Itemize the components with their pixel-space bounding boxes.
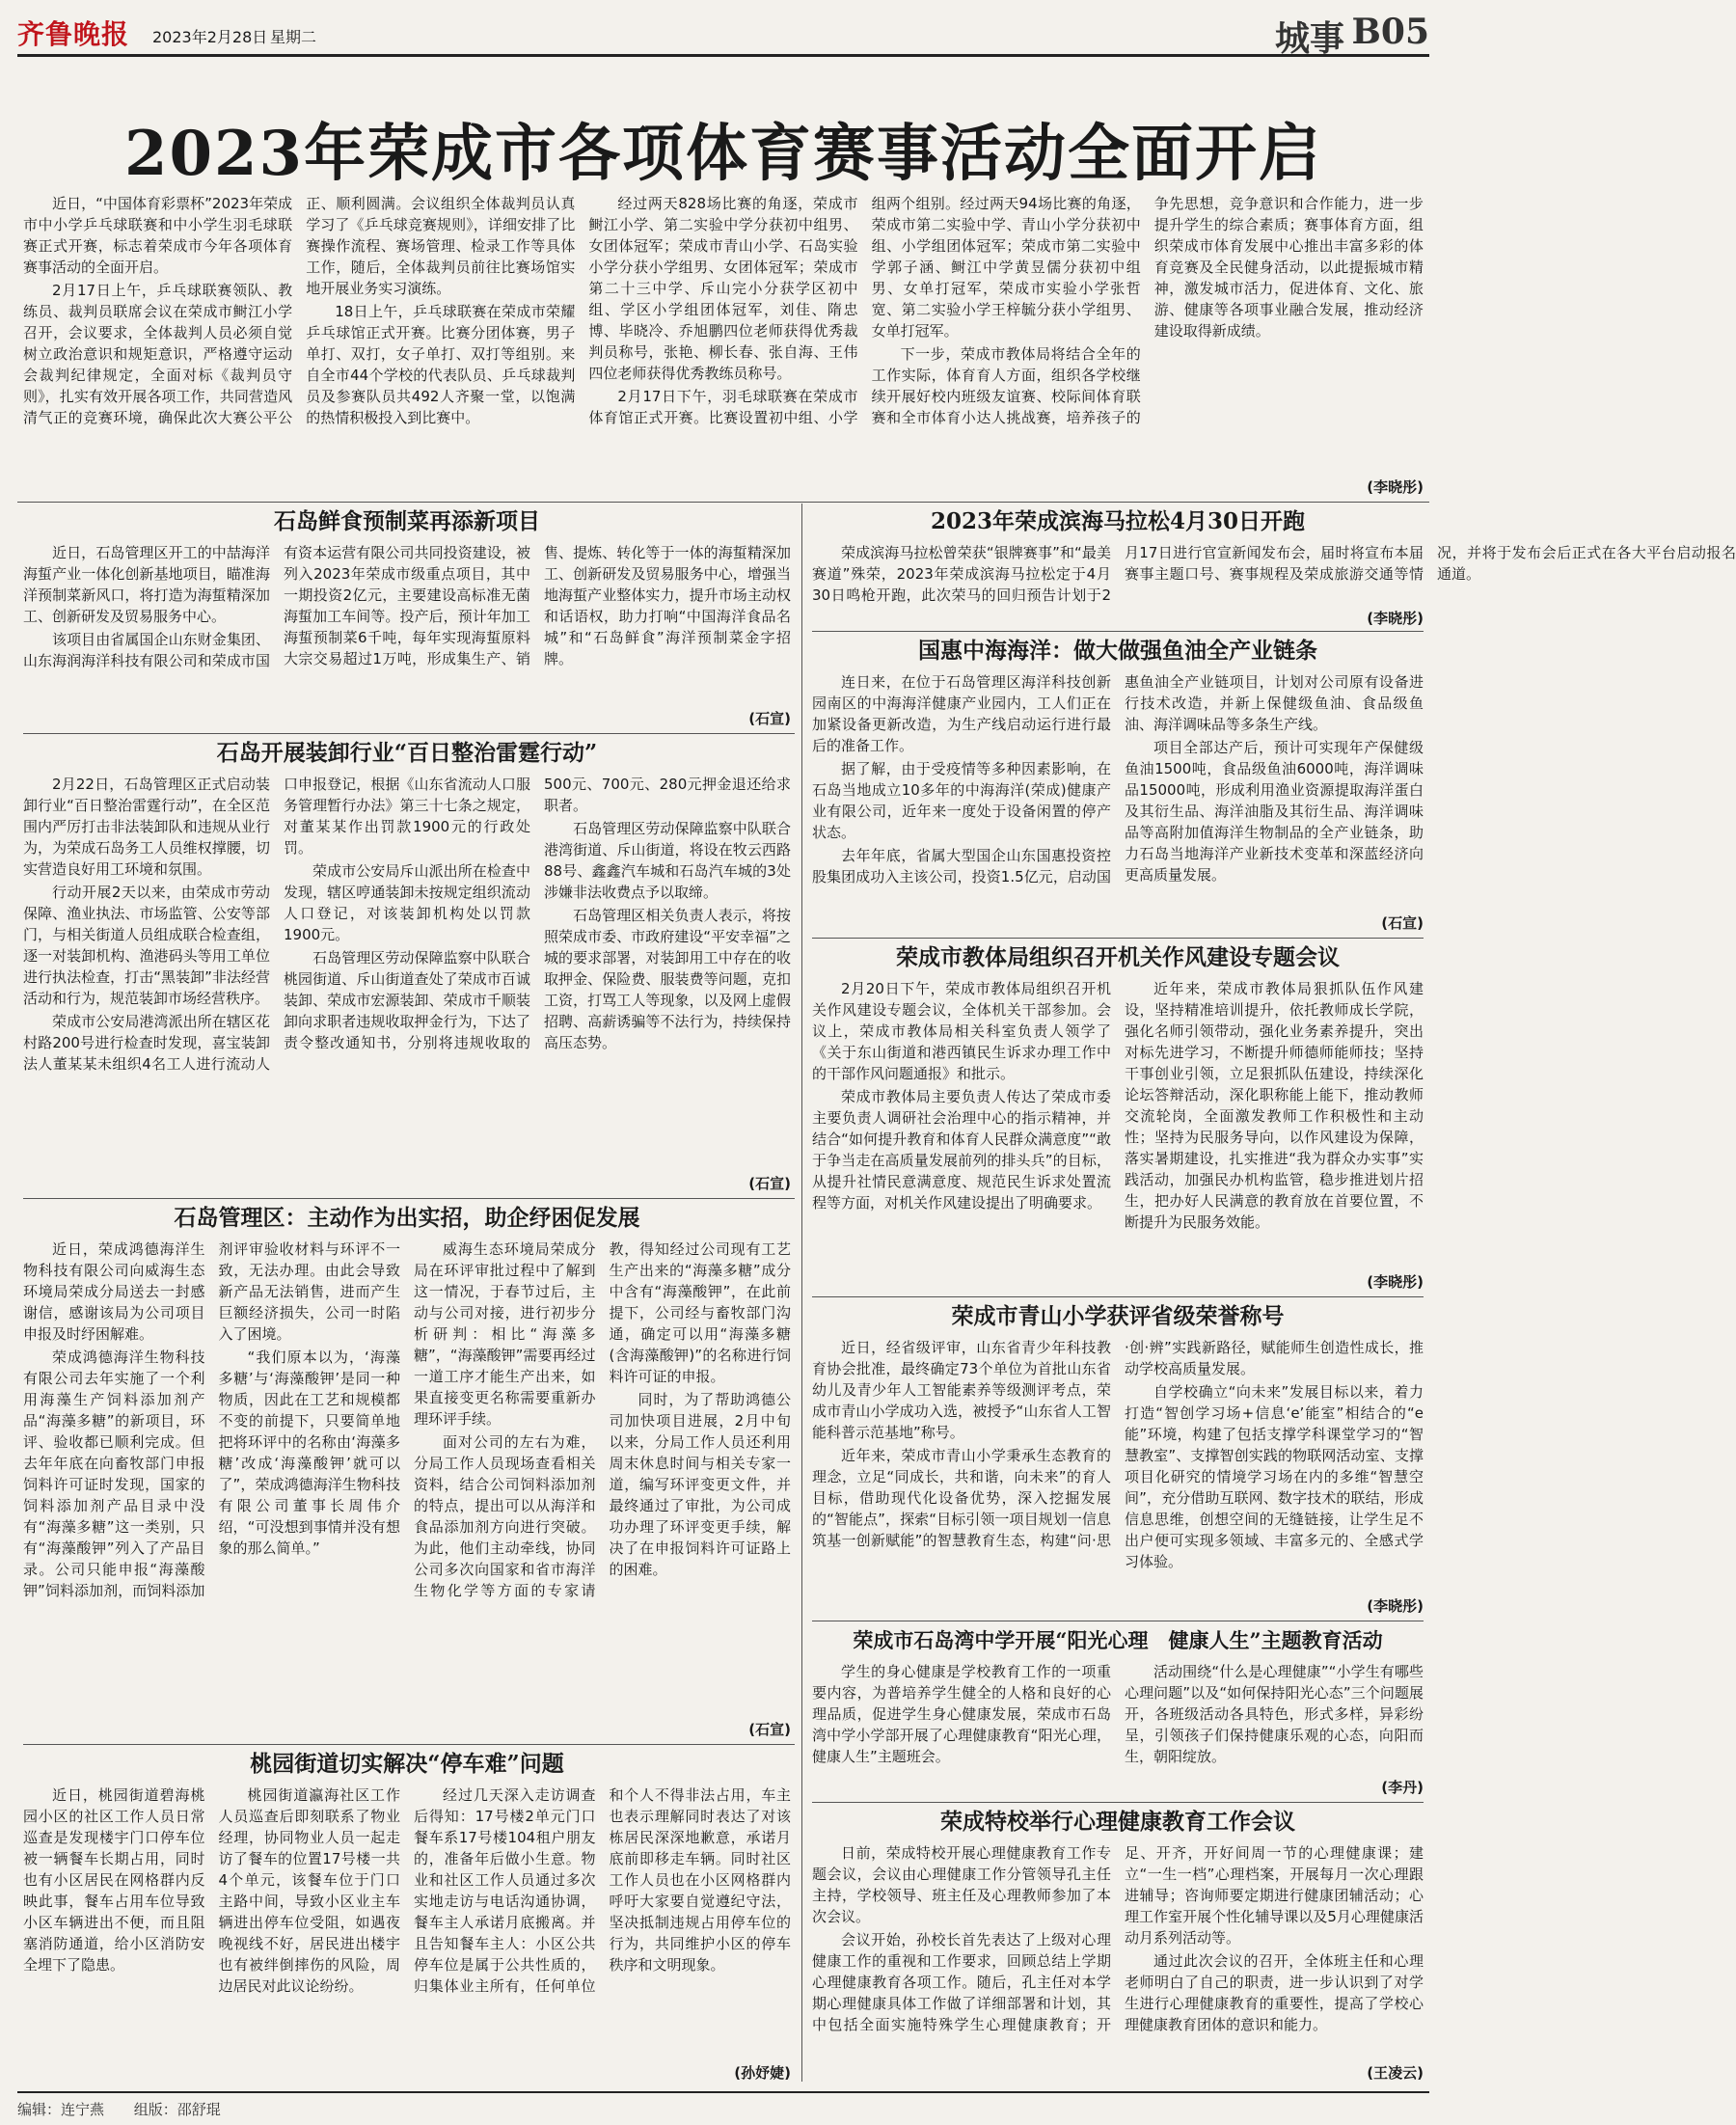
article-byline: (王凌云) [1367,2064,1424,2082]
article-sports-events [23,193,1424,498]
article-loading-rectification [23,739,791,1194]
masthead [17,10,1429,57]
article-marathon [812,507,1736,627]
page-number: B05 [1351,12,1429,52]
article-paragraph: 石岛管理区劳动保障监察中队联合港湾街道、斥山街道，将设在牧云西路88号、鑫鑫汽车城和石岛汽车城的3处涉嫌非法收费点予以取缔。 [544,820,791,901]
article-title: 荣成市教体局组织召开机关作风建设专题会议 [896,944,1340,970]
article-body [812,671,1424,911]
article-paragraph: “我们原本以为，‘海藻多糖’与‘海藻酸钾’是同一种物质，因此在工艺和规模都不变的前提下，只要简单地把将环评中的名称由‘海藻多糖’改成‘海藻酸钾’就可以了”，荣成鸿德海洋生物科技有限公司董事长周伟介绍，“可没想到事情并没有想象的那么简单。” [218,1349,400,1557]
article-paragraph: 去年年底，省属大型国企山东国惠投资控股集团成功入主该公司，投资1.5亿元，启动国惠鱼油全产业链项目，计划对公司原有设备进行技术改造，并新上保健级鱼油、食品级鱼油、海洋调味品等多条生产线。 [812,673,1424,885]
article-paragraph: 经过几天深入走访调查后得知：17号楼2单元门口餐车系17号楼104租户朋友的，准备年后做小生意。物业和社区工作人员通过多次实地走访与电话沟通协调，餐车主人承诺月底搬离。并且告知餐车主人：小区公共停车位是属于公共性质的，归集体业主所有，任何单位和个人不得非法占用，车主也表示理解同时表达了对该栋居民深深地歉意，承诺月底前即移走车辆。同时社区工作人员也在小区网格群内呼吁大家要自觉遵纪守法，坚决抵制违规占用停车位的行为，共同维护小区的停车秩序和文明现象。 [414,1786,791,1995]
article-paragraph: 活动围绕“什么是心理健康”“小学生有哪些心理问题”以及“如何保持阳光心态”三个问题展开，各班级活动各具特色，形式多样，异彩纷呈，引领孩子们保持健康乐观的心态，向阳而生，朝阳绽放。 [1125,1663,1424,1765]
article-paragraph: 石岛管理区劳动保障监察中队联合桃园街道、斥山街道查处了荣成市百诚装卸、荣成市宏源装卸、荣成市千顺装卸向求职者违规收取押金行为，下达了责令整改通知书，分别将违规收取的500元、700元、280元押金退还给求职者。 [284,776,791,1051]
article-title: 桃园街道切实解决“停车难”问题 [250,1751,564,1777]
article-paragraph: 桃园街道瀛海社区工作人员巡查后即刻联系了物业经理，协同物业人员一起走访了餐车的位置17号楼一共4个单元，该餐车位于门口主路中间，导致小区业主车辆进出停车位受阻，如遇夜晚视线不好，居民进出楼宇也有被绊倒摔伤的风险，周边居民对此议论纷纷。 [218,1786,400,1995]
article-paragraph: 2月20日下午，荣成市教体局组织召开机关作风建设专题会议，全体机关干部参加。会议上，荣成市教体局相关科室负责人领学了《关于东山街道和港西镇民生诉求办理工作中的干部作风问题通报》和批示。 [812,980,1111,1082]
article-paragraph: 荣成鸿德海洋生物科技有限公司去年实施了一个利用海藻生产饲料添加剂产品“海藻多糖”的新项目，环评、验收都已顺利完成。但去年年底在向畜牧部门申报饲料许可证时发现，国家的饲料添加剂产品目录中没有“海藻多糖”这一类别，只有“海藻酸钾”列入了产品目录。公司只能申报“海藻酸钾”饲料添加剂，而饲料添加剂评审验收材料与环评不一致，无法办理。由此会导致新产品无法销售，进而产生巨额经济损失，公司一时陷入了困境。 [23,1240,400,1599]
article-byline: (李丹) [1381,1779,1424,1796]
article-paragraph: 连日来，在位于石岛管理区海洋科技创新园南区的中海海洋健康产业园内，工人们正在加紧设备更新改造，为生产线启动运行进行最后的准备工作。 [812,673,1111,754]
footer-layout: 组版：邵舒琨 [133,2101,221,2118]
article-paragraph: 日前，荣成特校开展心理健康教育工作专题会议，会议由心理健康工作分管领导孔主任主持，学校领导、班主任及心理教师参加了本次会议。 [812,1844,1111,1925]
article-qingshan-school-honor [812,1302,1424,1617]
article-body [23,1239,791,1717]
footer-editor: 编辑：连宁燕 [17,2101,105,2118]
article-paragraph: 会议开始，孙校长首先表达了上级对心理健康工作的重视和工作要求，回顾总结上学期心理健康教育各项工作。随后，孔主任对本学期心理健康具体工作做了详细部署和计划，其中包括全面实施特殊学生心理健康教育；开足、开齐，开好间周一节的心理健康课；建立“一生一档”心理档案，开展每月一次心理跟进辅导；咨询师要定期进行健康团辅活动；心理工作室开展个性化辅导课以及5月心理健康活动月系列活动等。 [812,1844,1424,2033]
article-body [23,774,791,1171]
article-paragraph: 威海生态环境局荣成分局在环评审批过程中了解到这一情况，于春节过后，主动与公司对接，进行初步分析研判：相比“海藻多糖”，“海藻酸钾”需要再经过一道工序才能生产出来，如果直接变更名称需要重新办理环评手续。 [414,1240,596,1428]
article-byline: (李晓彤) [1367,1597,1424,1615]
article-byline: (石宣) [748,1175,791,1192]
article-byline: (李晓彤) [1367,478,1424,496]
article-paragraph: 荣成市公安局港湾派出所在辖区花村路200号进行检查时发现，喜宝装卸法人董某某未组织4名工人进行流动人口申报登记，根据《山东省流动人口服务管理暂行办法》第三十七条之规定，对董某某作出罚款1900元的行政处罚。 [23,776,530,1073]
article-title: 2023年荣成滨海马拉松4月30日开跑 [930,508,1306,534]
divider [812,631,1424,632]
article-paragraph: 学生的身心健康是学校教育工作的一项重要内容，为普培养学生健全的人格和良好的心理品质，促进学生身心健康发展，荣成市石岛湾中学小学部开展了心理健康教育“阳光心理，健康人生”主题班会。 [812,1663,1111,1765]
article-shidao-business-support [23,1204,791,1740]
divider [812,938,1424,939]
page-footer [17,2091,1429,2119]
article-seafood-prepared-dishes [23,507,791,729]
article-byline: (石宣) [748,1721,791,1738]
article-body [812,1842,1424,2060]
article-paragraph: 石岛管理区相关负责人表示，将按照荣成市委、市政府建设“平安幸福”之城的要求部署，对装卸用工中存在的收取押金、保险费、服装费等问题，克扣工资，打骂工人等现象，以及网上虚假招聘、高薪诱骗等不法行为，持续保持高压态势。 [544,907,791,1051]
article-sunshine-psychology [812,1626,1424,1798]
article-title: 荣成特校举行心理健康教育工作会议 [940,1809,1295,1835]
article-paragraph: 面对公司的左右为难，分局工作人员现场查看相关资料，结合公司饲料添加剂的特点，提出可以从海洋和食品添加剂方向进行突破。为此，他们主动牵线，协同公司多次向国家和省市海洋生物化学等方面的专家请教，得知经过公司现有工艺生产出来的“海藻多糖”成分中含有“海藻酸钾”，在此前提下，公司经与畜牧部门沟通，确定可以用“海藻多糖(含海藻酸钾)”的名称进行饲料许可证的申报。 [414,1240,791,1599]
article-paragraph: 项目全部达产后，预计可实现年产保健级鱼油1500吨，食品级鱼油6000吨，海洋调味品15000吨，形成利用渔业资源提取海洋蛋白及其衍生品、海洋油脂及其衍生品、海洋调味品等高附加值海洋生物制品的全产业链条，助力石岛当地海洋产业新技术变革和深蓝经济向更高质量发展。 [1125,739,1424,884]
article-byline: (孙妤婕) [734,2064,791,2082]
issue-date: 2023年2月28日 [152,28,268,46]
article-paragraph: 2月22日，石岛管理区正式启动装卸行业“百日整治雷霆行动”，在全区范围内严厉打击非法装卸队和违规从业行为，为荣成石岛务工人员维权撑腰，切实营造良好用工环境和氛围。 [23,776,270,878]
article-paragraph: 近年来，荣成市青山小学秉承生态教育的理念，立足“同成长，共和谐，向未来”的育人目标，借助现代化设备优势，深入挖掘发展的“智能点”，探索“目标引领一项目规划一信息筑基一创新赋能”的智慧教育生态，构建“问·思·创·辨”实践新路径，赋能师生创造性成长，推动学校高质量发展。 [812,1339,1424,1549]
article-paragraph: 据了解，由于受疫情等多种因素影响，在石岛当地成立10多年的中海海洋(荣成)健康产业有限公司，近年来一度处于设备闲置的停产状态。 [812,760,1111,841]
article-special-school-meeting [812,1808,1424,2084]
article-paragraph: 近日，桃园街道碧海桃园小区的社区工作人员日常巡查是发现楼宇门口停车位被一辆餐车长期占用，同时也有小区居民在网格群内反映此事，餐车占用车位导致小区车辆进出不便，而且阻塞消防通道，给小区消防安全埋下了隐患。 [23,1786,205,1974]
article-body [812,1661,1424,1775]
article-paragraph: 经过两天828场比赛的角逐，荣成市鲥江小学、第二实验中学分获初中组男、女团体冠军；荣成市青山小学、石岛实验小学分获小学组男、女团体冠军；荣成市第二十三中学、斥山完小分获学区初中组、学区小学组团体冠军，刘佳、隋忠博、毕晓冷、乔旭鹏四位老师获得优秀裁判员称号，张艳、柳长春、张自海、王伟四位老师获得优秀教练员称号。 [588,195,858,382]
article-title: 石岛开展装卸行业“百日整治雷霆行动” [216,740,598,766]
divider [812,1296,1424,1297]
article-body [812,978,1424,1269]
article-byline: (李晓彤) [1367,610,1424,627]
article-title: 荣成市石岛湾中学开展“阳光心理 健康人生”主题教育活动 [853,1628,1383,1652]
article-paragraph: 2月17日下午，羽毛球联赛在荣成市体育馆正式开赛。比赛设置初中组、小学组两个组别。经过两天94场比赛的角逐，荣成市第二实验中学、青山小学分获初中组、小学组团体冠军；荣成市第二实验中学郭子涵、鲥江中学黄昱儒分获初中组男、女单打冠军，荣成市实验小学张哲宽、第二实验小学王梓毓分获小学组男、女单打冠军。 [588,195,1141,426]
article-paragraph: 2月17日上午，乒乓球联赛领队、教练员、裁判员联席会议在荣成市鲥江小学召开，会议要求，全体裁判人员必须自觉树立政治意识和规矩意识，严格遵守运动会裁判纪律规定，全面对标《裁判员守则》，扎实有效开展各项工作，共同营造风清气正的竞赛环境，确保此次大赛公平公正、顺利圆满。会议组织全体裁判员认真学习了《乒乓球竞赛规则》，详细安排了比赛操作流程、赛场管理、检录工作等具体工作，随后，全体裁判员前往比赛场馆实地开展业务实习演练。 [23,195,576,426]
article-paragraph: 荣成市公安局斥山派出所在检查中发现，辖区哼通装卸未按规定组织流动人口登记，对该装卸机构处以罚款1900元。 [284,862,530,943]
article-work-style-meeting [812,943,1424,1293]
article-paragraph: 18日上午，乒乓球联赛在荣成市荣耀乒乓球馆正式开赛。比赛分团体赛，男子单打、双打，女子单打、双打等组别。来自全市44个学校的代表队员、乒乓球裁判员及参赛队员共492人齐聚一堂，以饱满的热情积极投入到比赛中。 [306,303,576,426]
newspaper-logo: 齐鲁晚报 [17,18,130,50]
article-byline: (李晓彤) [1367,1273,1424,1291]
article-title: 石岛鲜食预制菜再添新项目 [274,508,540,534]
divider [23,1198,795,1199]
article-paragraph: 下一步，荣成市教体局将结合全年的工作实际，体育育人方面，组织各学校继续开展好校内班级友谊赛、校际间体育联赛和全市体育小达人挑战赛，培养孩子的争先思想，竞争意识和合作能力，进一步提升学生的综合素质；赛事体育方面，组织荣成市体育发展中心推出丰富多彩的体育竞赛及全民健身活动，以此提振城市精神，激发城市活力，促进体育、文化、旅游、健康等各项事业融合发展，推动经济建设取得新成绩。 [871,195,1424,426]
article-body [812,542,1736,606]
article-paragraph: 行动开展2天以来，由荣成市劳动保障、渔业执法、市场监管、公安等部门，与相关街道人员组成联合检查组，逐一对装卸机构、渔港码头等用工单位进行执法检查，打击“黑装卸”非法经营活动和行为，规范装卸市场经营秩序。 [23,884,270,1007]
issue-weekday: 星期二 [270,28,317,46]
divider [23,733,795,734]
article-paragraph: 近日，经省级评审，山东省青少年科技教育协会批准，最终确定73个单位为首批山东省幼儿及青少年人工智能素养等级测评考点，荣成市青山小学成功入选，被授予“山东省人工智能科普示范基地”称号。 [812,1339,1111,1441]
article-paragraph: 同时，为了帮助鸿德公司加快项目进展，2月中旬以来，分局工作人员还利用周末休息时间与相关专家一道，编写环评变更文件，并最终通过了审批，为公司成功办理了环评变更手续，解决了在申报饲料许可证路上的困难。 [609,1391,791,1578]
article-paragraph: 荣成市教体局主要负责人传达了荣成市委主要负责人调研社会治理中心的指示精神，并结合“如何提升教育和体育人民群众满意度”“敢于争当走在高质量发展前列的排头兵”的目标，从提升社情民意满意度、规范民生诉求处置流程等方面，对机关作风建设提出了明确要求。 [812,1088,1111,1212]
article-byline: (石宣) [748,710,791,727]
article-paragraph: 近日，荣成鸿德海洋生物科技有限公司向威海生态环境局荣成分局送去一封感谢信，感谢该局为公司项目申报及时纾困解难。 [23,1240,205,1343]
article-body [23,542,791,706]
divider [17,502,1429,503]
article-title: 荣成市青山小学获评省级荣誉称号 [951,1303,1285,1329]
section-name: 城事 [1274,18,1344,59]
article-body [812,1337,1424,1594]
article-paragraph: 自学校确立“向未来”发展目标以来，着力打造“智创学习场+信息‘e’能室”相结合的“e能”环境，构建了包括支撑学科课堂学习的“智慧教室”、支撑智创实践的物联网活动室、支撑项目化研究的情境学习场在内的多维“智慧空间”，充分借助互联网、数字技术的联结，形成信息思维，创想空间的无缝链接，让学生足不出户便可实现多领域、丰富多元的、全感式学习体验。 [1125,1383,1424,1570]
article-parking-problem [23,1750,791,2084]
article-title: 国惠中海海洋：做大做强鱼油全产业链条 [918,638,1317,664]
article-body [23,193,1424,475]
article-paragraph: 该项目由省属国企山东财金集团、山东海润海洋科技有限公司和荣成市国有资本运营有限公司共同投资建设，被列入2023年荣成市级重点项目，其中一期投资2亿元，主要建设高标准无菌海蜇加工车间等。投产后，预计年加工海蜇预制菜6千吨，每年实现海蜇原料大宗交易超过1万吨，形成集生产、销售、提炼、转化等于一体的海蜇精深加工、创新研发及贸易服务中心，增强当地海蜇产业整体实力，提升市场主动权和话语权，助力打响“中国海洋食品名城”和“石岛鲜食”海洋预制菜金字招牌。 [23,544,791,669]
article-byline: (石宣) [1381,914,1424,932]
article-paragraph: 近年来，荣成市教体局狠抓队伍作风建设，坚持精准培训提升，依托教师成长学院，强化名师引领带动，强化业务素养提升，突出对标先进学习，不断提升师德师能师技；坚持干事创业引领，立足狠抓队伍建设，持续深化论坛答辩活动，深化职称能上能下，推动教师交流轮岗，全面激发教师工作积极性和主动性；坚持为民服务导向，以作风建设为保障，落实暑期建设，扎实推进“我为群众办实事”实践活动，加强民办机构监管，稳步推进划片招生，把办好人民满意的教育放在首要位置，不断提升为民服务效能。 [1125,980,1424,1231]
article-body [23,1784,791,2060]
article-fish-oil-chain [812,637,1424,934]
article-paragraph: 荣成滨海马拉松曾荣获“银牌赛事”和“最美赛道”殊荣，2023年荣成滨海马拉松定于4月30日鸣枪开跑，此次荣马的回归预告计划于2月17日进行官宣新闻发布会，届时将宣布本届赛事主题口号、赛事规程及荣成旅游交通等情况，并将于发布会后正式在各大平台启动报名通道。 [812,544,1736,604]
article-paragraph: 通过此次会议的召开，全体班主任和心理老师明白了自己的职责，进一步认识到了对学生进行心理健康教育的重要性，提高了学校心理健康教育团体的意识和能力。 [1125,1952,1424,2033]
article-paragraph: 近日，“中国体育彩票杯”2023年荣成市中小学乒乓球联赛和中小学生羽毛球联赛正式开赛，标志着荣成市今年各项体育赛事活动的全面开启。 [23,195,293,276]
divider [23,1744,795,1745]
page-headline: 2023年荣成市各项体育赛事活动全面开启 [123,118,1323,190]
article-title: 石岛管理区：主动作为出实招，助企纾困促发展 [174,1205,640,1231]
article-paragraph: 近日，石岛管理区开工的中喆海洋海蜇产业一体化创新基地项目，瞄准海洋预制菜新风口，将打造为海蜇精深加工、创新研发及贸易服务中心。 [23,544,270,625]
divider [812,1802,1424,1803]
column-divider [801,504,802,2082]
